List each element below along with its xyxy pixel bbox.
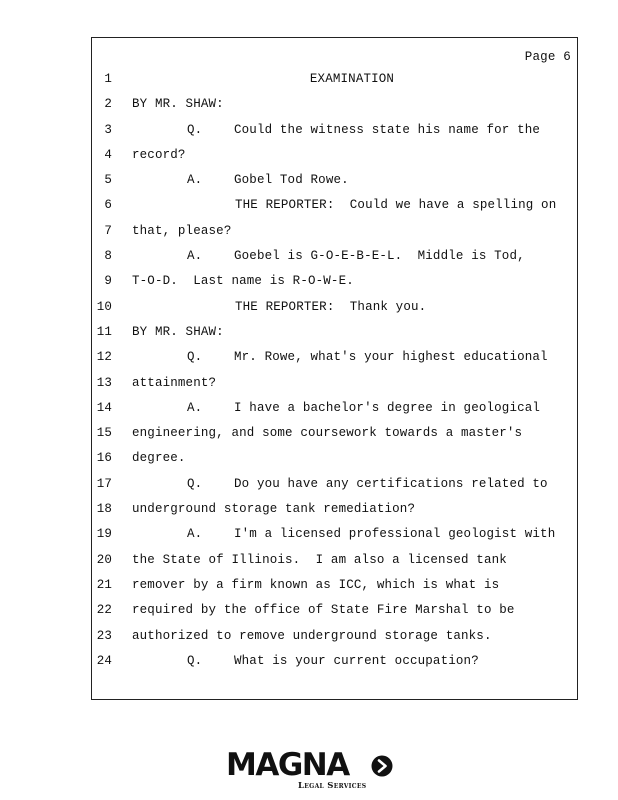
line-content: THE REPORTER: Could we have a spelling on — [235, 198, 557, 213]
line-number: 21 — [96, 577, 112, 592]
line-number: 12 — [96, 350, 112, 365]
line-text — [187, 649, 479, 674]
line-content: that, please? — [132, 223, 232, 238]
line-content: BY MR. SHAW: — [132, 324, 224, 339]
transcript-line — [92, 598, 577, 623]
magna-logo — [226, 749, 396, 793]
line-number: 17 — [96, 476, 112, 491]
line-content: Do you have any certifications related to — [234, 476, 548, 491]
transcript-line — [92, 396, 577, 421]
transcript-line — [92, 472, 577, 497]
line-content: Could the witness state his name for the — [234, 122, 541, 137]
chevron-right-circle-icon — [371, 755, 393, 777]
qa-marker: A. — [187, 173, 203, 188]
qa-marker: A. — [187, 400, 203, 415]
qa-marker: A. — [187, 249, 203, 264]
line-number: 20 — [96, 552, 112, 567]
transcript-line — [92, 649, 577, 674]
line-content: degree. — [132, 451, 186, 466]
line-number: 4 — [104, 147, 112, 162]
qa-marker: Q. — [187, 122, 203, 137]
line-content: authorized to remove underground storage tanks. — [132, 628, 492, 643]
qa-marker: A. — [187, 527, 203, 542]
line-text — [132, 143, 186, 168]
line-text — [132, 269, 354, 294]
line-number: 18 — [96, 502, 112, 517]
line-number: 10 — [96, 299, 112, 314]
line-text — [132, 573, 499, 598]
line-number: 11 — [96, 324, 112, 339]
transcript-line — [92, 548, 577, 573]
line-text — [187, 118, 540, 143]
line-content: required by the office of State Fire Marshal to be — [132, 603, 515, 618]
transcript-line — [92, 193, 577, 218]
page-number: Page 6 — [524, 50, 571, 64]
transcript-line — [92, 446, 577, 471]
line-content: underground storage tank remediation? — [132, 502, 416, 517]
transcript-line — [92, 295, 577, 320]
line-number: 1 — [104, 72, 112, 86]
line-content: the State of Illinois. I am also a licensed tank — [132, 552, 507, 567]
line-content: What is your current occupation? — [234, 653, 479, 668]
line-text — [187, 522, 555, 547]
line-number: 8 — [104, 249, 112, 264]
line-number: 15 — [96, 426, 112, 441]
line-number: 16 — [96, 451, 112, 466]
transcript-line — [92, 624, 577, 649]
line-number: 9 — [104, 274, 112, 289]
transcript-line — [92, 67, 577, 92]
line-number: 24 — [96, 653, 112, 668]
line-text — [132, 371, 216, 396]
line-content: BY MR. SHAW: — [132, 97, 224, 112]
line-text — [235, 193, 556, 218]
line-content: THE REPORTER: Thank you. — [235, 299, 427, 314]
line-text — [132, 92, 224, 117]
line-text — [132, 446, 186, 471]
transcript-line — [92, 143, 577, 168]
transcript-line — [92, 118, 577, 143]
line-text — [132, 67, 572, 92]
transcript-line — [92, 421, 577, 446]
line-number: 5 — [104, 173, 112, 188]
transcript-line — [92, 371, 577, 396]
qa-marker: Q. — [187, 350, 203, 365]
line-content: T-O-D. Last name is R-O-W-E. — [132, 274, 354, 289]
line-text — [132, 219, 231, 244]
line-text — [132, 548, 507, 573]
line-text — [132, 320, 224, 345]
transcript-line — [92, 497, 577, 522]
line-content: engineering, and some coursework towards a master's — [132, 426, 523, 441]
transcript-lines — [92, 67, 577, 674]
transcript-line — [92, 269, 577, 294]
line-text — [187, 472, 548, 497]
line-content: EXAMINATION — [309, 72, 395, 86]
line-content: Goebel is G-O-E-B-E-L. Middle is Tod, — [234, 249, 525, 264]
line-content: Gobel Tod Rowe. — [234, 173, 349, 188]
transcript-line — [92, 320, 577, 345]
line-number: 13 — [96, 375, 112, 390]
logo-wordmark: MAGNA — [226, 747, 349, 783]
line-content: attainment? — [132, 375, 217, 390]
line-text — [132, 421, 522, 446]
line-text — [187, 244, 525, 269]
transcript-line — [92, 522, 577, 547]
qa-marker: Q. — [187, 653, 203, 668]
line-number: 23 — [96, 628, 112, 643]
line-number: 6 — [104, 198, 112, 213]
transcript-line — [92, 92, 577, 117]
line-content: I have a bachelor's degree in geological — [234, 400, 541, 415]
qa-marker: Q. — [187, 476, 203, 491]
transcript-page — [91, 37, 578, 700]
transcript-line — [92, 244, 577, 269]
transcript-line — [92, 219, 577, 244]
line-text — [132, 598, 515, 623]
line-content: Mr. Rowe, what's your highest educational — [234, 350, 548, 365]
line-text — [187, 396, 540, 421]
line-number: 2 — [104, 97, 112, 112]
transcript-line — [92, 345, 577, 370]
line-text — [187, 168, 349, 193]
line-number: 19 — [96, 527, 112, 542]
transcript-line — [92, 168, 577, 193]
line-text — [235, 295, 426, 320]
line-content: I'm a licensed professional geologist with — [234, 527, 556, 542]
line-number: 14 — [96, 400, 112, 415]
line-content: record? — [132, 147, 186, 162]
transcript-line — [92, 573, 577, 598]
line-number: 7 — [104, 223, 112, 238]
line-text — [187, 345, 548, 370]
logo-tagline: Legal Services — [298, 781, 367, 791]
line-number: 22 — [96, 603, 112, 618]
line-text — [132, 497, 415, 522]
line-number: 3 — [104, 122, 112, 137]
line-text — [132, 624, 492, 649]
line-content: remover by a firm known as ICC, which is what is — [132, 577, 500, 592]
